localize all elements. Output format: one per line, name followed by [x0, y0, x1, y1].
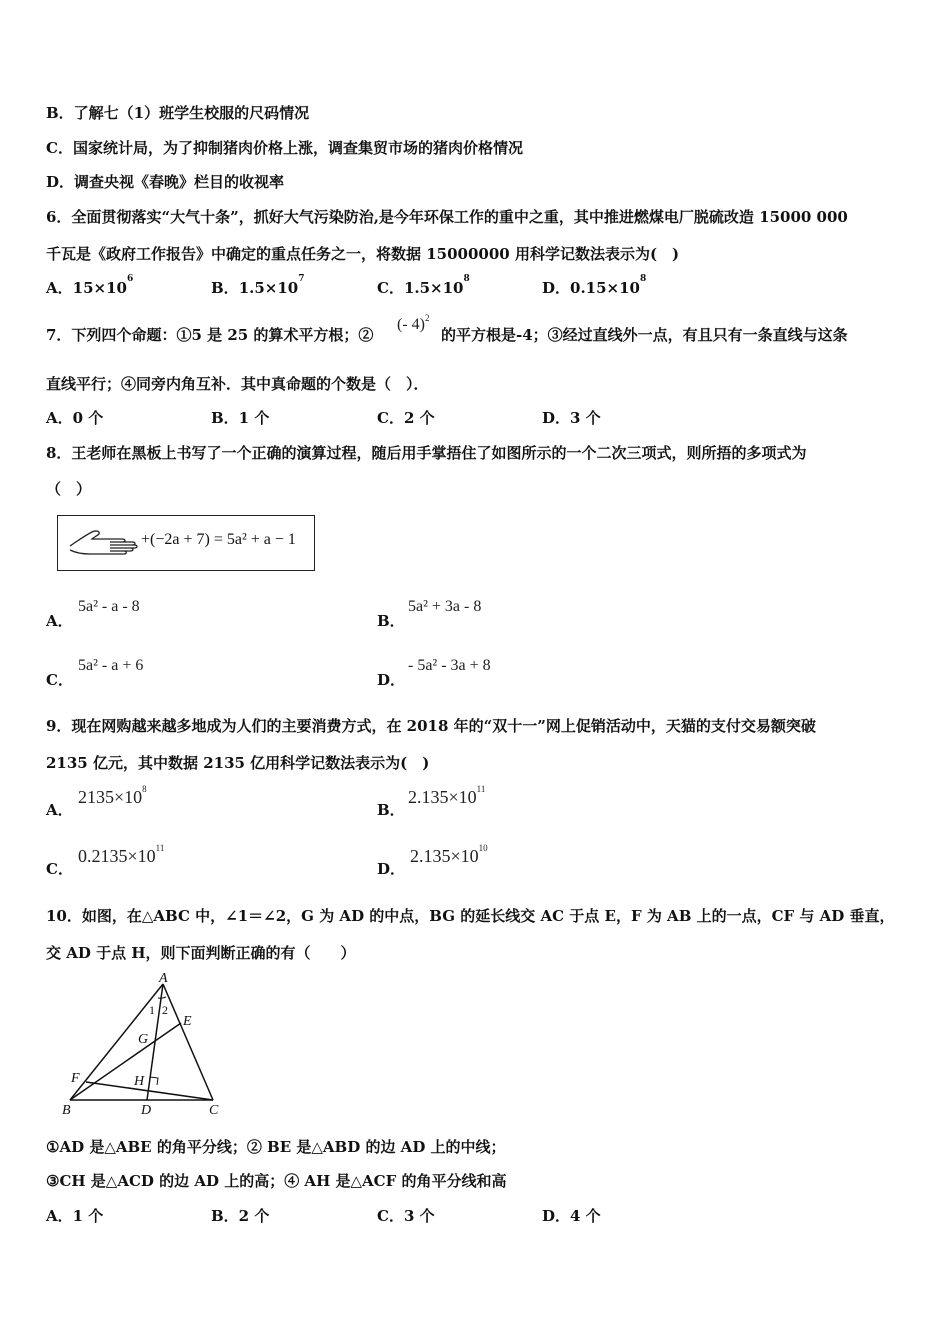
- q9-option-b-expr: $2.135\times 10^{11}$: [408, 784, 486, 807]
- q7-option-b: B．1 个: [211, 409, 270, 427]
- q10-option-b: B．2 个: [211, 1207, 270, 1225]
- label-g: G: [138, 1032, 149, 1047]
- q9-option-a-label: A．: [46, 801, 73, 819]
- q7-option-d: D．3 个: [542, 409, 601, 427]
- q7-stem-line1a: 7．下列四个命题：①5 是 25 的算术平方根；②: [46, 326, 374, 344]
- label-angle-1: 1: [149, 1003, 155, 1017]
- q8-option-c-expr: 5a² - a + 6: [78, 657, 144, 674]
- q8-figure-box: [57, 515, 315, 571]
- q6-option-c: C．$1.5\times 10^8$: [377, 274, 470, 297]
- q8-option-d-label: D．: [377, 671, 406, 689]
- q8-option-c-label: C．: [46, 671, 73, 689]
- q10-statement-3-4: ③CH 是△ACD 的边 AD 上的高；④ AH 是△ACF 的角平分线和高: [46, 1172, 507, 1190]
- right-angle-mark: [150, 1077, 158, 1085]
- side-ac: [163, 984, 213, 1100]
- q6-option-b: B．$1.5\times 10^7$: [211, 274, 305, 297]
- label-b: B: [62, 1103, 71, 1118]
- label-angle-2: 2: [162, 1003, 168, 1017]
- angle-arc: [158, 997, 166, 998]
- label-f: F: [71, 1071, 80, 1086]
- q8-stem-line1: 8．王老师在黑板上书写了一个正确的演算过程，随后用手掌捂住了如图所示的一个二次三项式，则所捂的多项式为: [46, 444, 807, 462]
- q7-stem-line1b: 的平方根是-4；③经过直线外一点，有且只有一条直线与这条: [441, 326, 848, 344]
- q6-stem-line2: 千瓦是《政府工作报告》中确定的重点任务之一，将数据 15000000 用科学记数法表示为( ): [46, 245, 680, 263]
- q6-option-a: A．$15\times 10^6$: [46, 274, 134, 297]
- label-e: E: [183, 1014, 192, 1029]
- q7-option-a: A．0 个: [46, 409, 104, 427]
- q8-option-a-label: A．: [46, 612, 73, 630]
- q6-stem-line1: 6．全面贯彻落实“大气十条”，抓好大气污染防治,是今年环保工作的重中之重，其中推进燃煤电厂脱硫改造 15000 000: [46, 208, 848, 226]
- q9-option-d-expr: $2.135\times 10^{10}$: [410, 843, 488, 866]
- q9-option-d-label: D．: [377, 860, 406, 878]
- q8-option-d-expr: - 5a² - 3a + 8: [408, 657, 491, 674]
- label-c: C: [209, 1103, 219, 1118]
- q5-option-d: D．调查央视《春晚》栏目的收视率: [46, 173, 285, 191]
- q9-stem-line2: 2135 亿元，其中数据 2135 亿用科学记数法表示为( ): [46, 754, 430, 772]
- q10-option-d: D．4 个: [542, 1207, 601, 1225]
- q10-stem-line2: 交 AD 于点 H，则下面判断正确的有（ ）: [46, 944, 356, 962]
- q9-stem-line1: 9．现在网购越来越多地成为人们的主要消费方式，在 2018 年的“双十一”网上促销活动中，天猫的支付交易额突破: [46, 717, 816, 735]
- q10-stem-line1: 10．如图，在△ABC 中，∠1＝∠2，G 为 AD 的中点，BG 的延长线交 AC 于点 E，F 为 AB 上的一点，CF 与 AD 垂直，: [46, 907, 895, 925]
- q8-stem-line2: （ ）: [46, 480, 92, 498]
- q9-option-c-label: C．: [46, 860, 73, 878]
- segment-be: [70, 1023, 181, 1100]
- label-a: A: [159, 971, 168, 986]
- q7-stem-line2: 直线平行；④同旁内角互补．其中真命题的个数是（ ）．: [46, 375, 429, 393]
- triangle-figure: [55, 970, 230, 1120]
- q8-option-a-expr: 5a² - a - 8: [78, 598, 140, 615]
- q7-option-c: C．2 个: [377, 409, 435, 427]
- q9-option-c-expr: $0.2135\times 10^{11}$: [78, 843, 165, 866]
- q8-option-b-expr: 5a² + 3a - 8: [408, 598, 482, 615]
- q9-option-a-expr: $2135\times 10^8$: [78, 784, 147, 807]
- q5-option-c: C．国家统计局，为了抑制猪肉价格上涨，调查集贸市场的猪肉价格情况: [46, 139, 523, 157]
- q5-option-b: B．了解七（1）班学生校服的尺码情况: [46, 104, 310, 122]
- hand-icon: [66, 524, 142, 560]
- q8-option-b-label: B．: [377, 612, 405, 630]
- q10-option-a: A．1 个: [46, 1207, 104, 1225]
- q8-equation: +(−2a + 7) = 5a² + a − 1: [141, 531, 296, 548]
- q7-math-expression: (- 4)$^2$: [397, 313, 430, 333]
- label-d: D: [141, 1103, 152, 1118]
- q10-statement-1-2: ①AD 是△ABE 的角平分线；② BE 是△ABD 的边 AD 上的中线；: [46, 1138, 506, 1156]
- label-h: H: [134, 1074, 145, 1089]
- q9-option-b-label: B．: [377, 801, 405, 819]
- q10-option-c: C．3 个: [377, 1207, 435, 1225]
- q6-option-d: D．$0.15\times 10^8$: [542, 274, 647, 297]
